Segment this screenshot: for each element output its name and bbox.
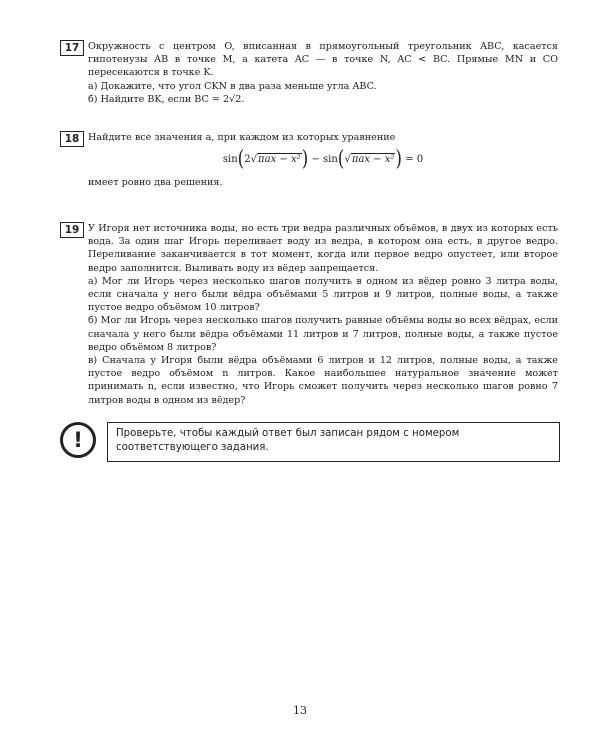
task-text bbox=[88, 40, 558, 106]
task-part-a: а) Мог ли Игорь через несколько шагов получить в одном из вёдер ровно 3 литра воды, если сначала у него были вёдра объёмами 5 литров и 9 литров, полные воды, а также пустое ведро объёмом 10 литров? bbox=[88, 275, 558, 314]
task-17 bbox=[60, 40, 558, 106]
equation: sin(2√πax − x²) − sin(√πax − x²) = 0 bbox=[222, 146, 424, 172]
task-number: 19 bbox=[60, 222, 84, 238]
task-part-c: в) Сначала у Игоря были вёдра объёмами 6 литров и 12 литров, полные воды, а также пустое ведро объёмом n литров. Какое наибольшее натуральное значение может принимать n, если известно, что Игорь сможет получить через несколько шагов ровно 7 литров воды в одном из вёдер? bbox=[88, 355, 558, 406]
task-part-a: а) Докажите, что угол CKN в два раза меньше угла ABC. bbox=[88, 80, 377, 92]
task-condition: Найдите все значения a, при каждом из которых уравнение bbox=[88, 132, 396, 143]
task-text bbox=[88, 131, 558, 190]
exclamation-icon: ! bbox=[60, 422, 96, 458]
task-part-b: б) Мог ли Игорь через несколько шагов получить равные объёмы воды во всех вёдрах, если сначала у него были вёдра объёмами 11 литров и 7 литров, полные воды, а также пустое ведро объёмом 8 литров? bbox=[88, 315, 558, 353]
radicand: πax − x² bbox=[258, 154, 301, 166]
notice-text: Проверьте, чтобы каждый ответ был записан рядом с номером соответствующего задания. bbox=[116, 428, 460, 453]
task-number: 17 bbox=[60, 40, 84, 56]
radicand: πax − x² bbox=[351, 154, 395, 166]
task-condition: Окружность с центром O, вписанная в прямоугольный треугольник ABC, касается гипотенузы AB в точке M, а катета AC — в точке N, AC < BC. Прямые MN и CO пересекаются в точке K. bbox=[88, 41, 558, 79]
task-19 bbox=[60, 222, 558, 407]
task-18 bbox=[60, 131, 558, 190]
task-number: 18 bbox=[60, 131, 84, 147]
task-condition-end: имеет ровно два решения. bbox=[88, 177, 223, 189]
task-condition: У Игоря нет источника воды, но есть три ведра различных объёмов, в двух из которых есть вода. За один шаг Игорь переливает воду из ведра, в котором она есть, в другое ведро. Переливание заканчивается в тот момент, когда или первое ведро опустеет, или второе ведро заполнится. Выливать воду из вёдер запрещается. bbox=[88, 223, 558, 274]
page-number: 13 bbox=[293, 704, 307, 717]
answer-notice bbox=[60, 422, 558, 468]
task-text bbox=[88, 222, 558, 407]
task-part-b: б) Найдите BK, если BC = 2√2. bbox=[88, 93, 245, 105]
notice-box bbox=[107, 422, 560, 462]
